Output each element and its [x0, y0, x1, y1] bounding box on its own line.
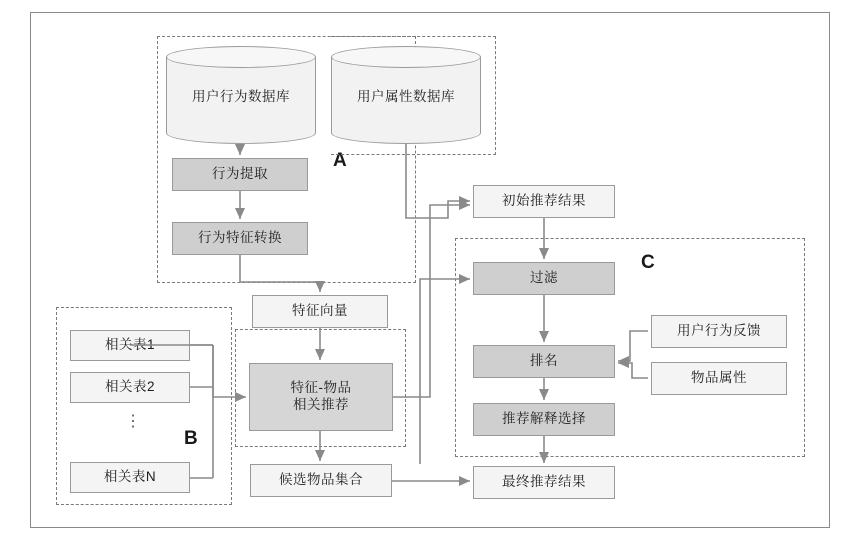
node-initial-recommend-result: 初始推荐结果	[473, 185, 615, 218]
node-relation-table-1: 相关表1	[70, 330, 190, 361]
node-filter: 过滤	[473, 262, 615, 295]
node-relation-table-2: 相关表2	[70, 372, 190, 403]
node-relation-table-n: 相关表N	[70, 462, 190, 493]
node-feature-vector: 特征向量	[252, 295, 388, 328]
node-user-behavior-feedback: 用户行为反馈	[651, 315, 787, 348]
relation-table-ellipsis: ⋮	[125, 413, 141, 430]
node-final-recommend-result: 最终推荐结果	[473, 466, 615, 499]
db-user-behavior	[166, 46, 316, 144]
node-behavior-extraction: 行为提取	[172, 158, 308, 191]
node-behavior-feature-transform: 行为特征转换	[172, 222, 308, 255]
node-feature-item-recommend-line1: 特征-物品	[290, 380, 352, 396]
node-ranking: 排名	[473, 345, 615, 378]
group-a-label: A	[333, 150, 347, 171]
node-feature-item-recommend-line2: 相关推荐	[293, 397, 349, 412]
db-user-attribute	[331, 46, 481, 144]
node-item-attribute: 物品属性	[651, 362, 787, 395]
node-candidate-item-set: 候选物品集合	[250, 464, 392, 497]
node-feature-item-recommend	[249, 363, 393, 431]
node-recommend-explanation-select: 推荐解释选择	[473, 403, 615, 436]
db-user-behavior-label: 用户行为数据库	[192, 89, 290, 104]
group-b-label: B	[184, 428, 198, 449]
group-c-label: C	[641, 252, 655, 273]
db-user-attribute-label: 用户属性数据库	[357, 89, 455, 104]
